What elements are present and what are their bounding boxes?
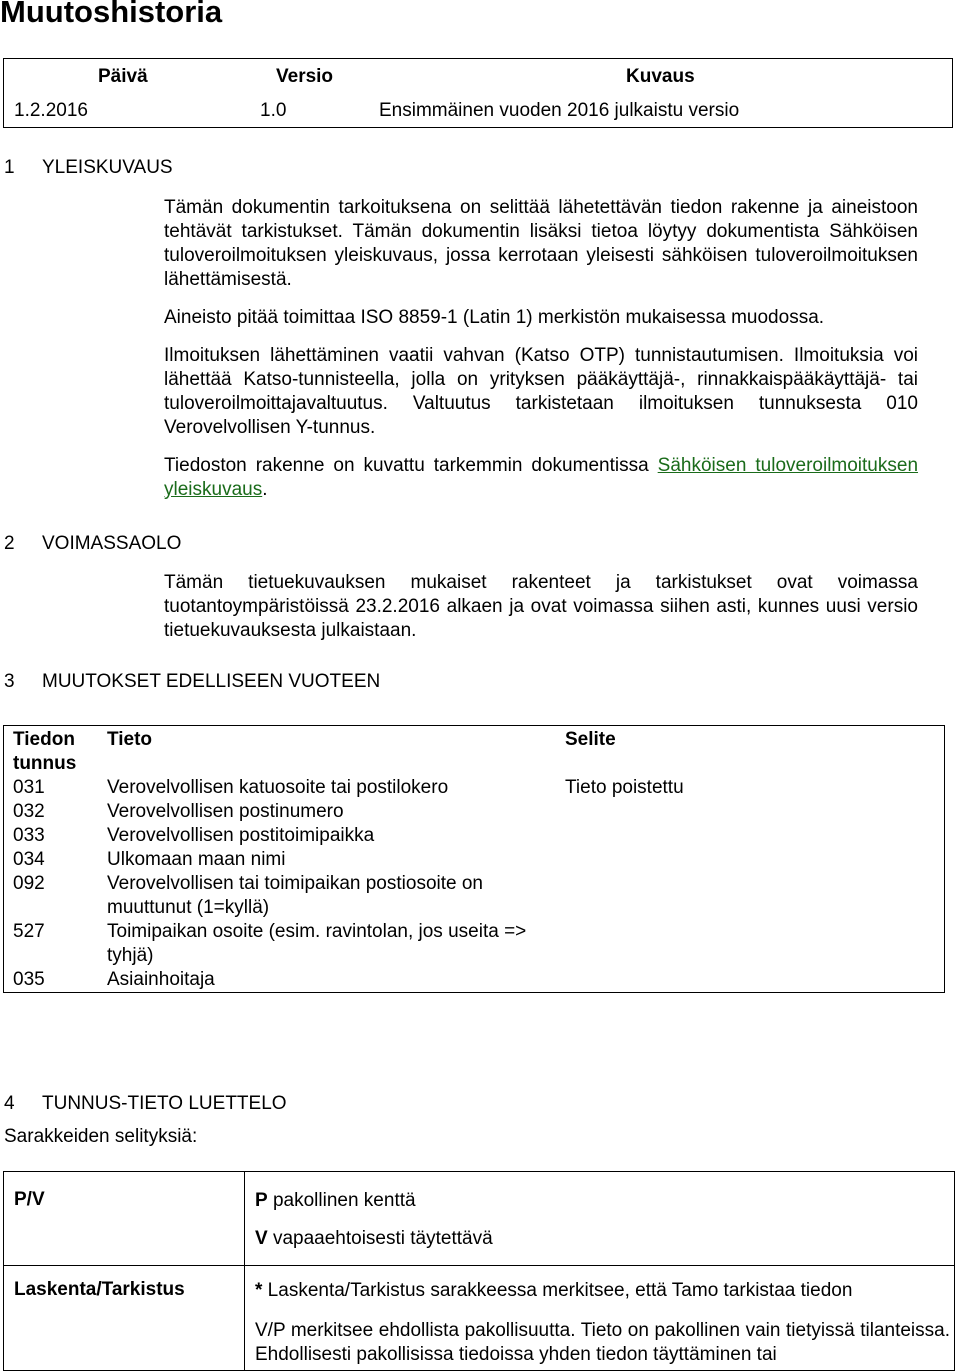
section-title: TUNNUS-TIETO LUETTELO (42, 1093, 287, 1114)
changes-code: 033 (13, 825, 45, 846)
column-divider (244, 1172, 245, 1370)
general-paragraph-4 (164, 454, 918, 502)
section-number: 2 (4, 533, 15, 554)
section-title: VOIMASSAOLO (42, 533, 182, 554)
general-paragraph-1: Tämän dokumentin tarkoituksena on selittää lähetettävän tiedon rakenne ja aineistoon tehtävät tarkistukset. Tämän dokumentin lisäksi tietoa löytyy dokumentista Sähköisen tuloveroilmoituksen yleiskuvaus, jossa kerrotaan yleisesti sähköisen tuloveroilmoituksen lähettämisestä. (164, 197, 918, 290)
legend-text: Laskenta/Tarkistus sarakkeessa merkitsee, että Tamo tarkistaa tiedon (262, 1280, 853, 1301)
changes-code: 034 (13, 849, 45, 870)
changes-field: Verovelvollisen katuosoite tai postilokero (107, 777, 449, 798)
section-title: YLEISKUVAUS (42, 157, 173, 178)
general-paragraph-3: Ilmoituksen lähettäminen vaatii vahvan (Katso OTP) tunnistautumisen. Ilmoituksia voi lähettää Katso-tunnisteella, jolla on yrityksen pääkäyttäjä-, rinnakkaispääkäyttäjä- tai tuloveroilmoittajavaltuutus. Valtuutus tarkistetaan ilmoituksen tunnuksesta 010 Verovelvollisen Y-tunnus. (164, 345, 918, 438)
paragraph-text: Tiedoston rakenne on kuvattu tarkemmin dokumentissa (164, 455, 658, 476)
changes-field: Verovelvollisen tai toimipaikan postiosoite on muuttunut (1=kyllä) (107, 873, 483, 918)
section-number: 1 (4, 157, 15, 178)
changes-code: 527 (13, 921, 45, 942)
general-description (164, 196, 918, 502)
changes-field: Asiainhoitaja (107, 969, 215, 990)
legend-key-pv: P/V (14, 1189, 45, 1210)
row-divider (4, 1265, 954, 1266)
changes-field: Ulkomaan maan nimi (107, 849, 286, 870)
history-cell-description: Ensimmäinen vuoden 2016 julkaistu versio (379, 100, 740, 121)
changes-header-note: Selite (565, 729, 616, 750)
changes-code: 035 (13, 969, 45, 990)
document-link[interactable]: Sähköisen tuloveroilmoituksen yleiskuvaus (164, 455, 919, 500)
page-title: Muutoshistoria (0, 0, 223, 29)
section-number: 3 (4, 671, 15, 692)
changes-header-code: Tiedon tunnus (13, 729, 77, 774)
validity-paragraph: Tämän tietuekuvauksen mukaiset rakenteet ja tarkistukset ovat voimassa tuotantoympäristöissä 23.2.2016 alkaen ja ovat voimassa siihen asti, kunnes uusi versio tietuekuvauksesta julkaistaan. (164, 572, 918, 641)
legend-pv-optional (255, 1227, 950, 1251)
changes-note: Tieto poistettu (565, 777, 684, 798)
legend-conditional-text: V/P merkitsee ehdollista pakollisuutta. Tieto on pakollinen vain tietyissä tilanteissa. Ehdollisesti pakollisissa tiedoissa yhden tiedon täyttäminen tai (255, 1320, 950, 1365)
changes-code: 031 (13, 777, 45, 798)
legend-code: P (255, 1190, 268, 1211)
validity-description (164, 571, 918, 643)
legend-code: * (255, 1280, 263, 1301)
column-legend-table (3, 1171, 955, 1371)
change-history-table (3, 58, 953, 128)
legend-code: V (255, 1228, 268, 1249)
history-header-description: Kuvaus (626, 66, 695, 87)
section-subtitle: Sarakkeiden selityksiä: (4, 1126, 198, 1147)
changes-field: Verovelvollisen postinumero (107, 801, 344, 822)
changes-code: 032 (13, 801, 45, 822)
legend-text: pakollinen kenttä (267, 1190, 416, 1211)
changes-field: Toimipaikan osoite (esim. ravintolan, jos useita => tyhjä) (107, 921, 527, 966)
legend-calculation-text (255, 1279, 950, 1303)
changes-field: Verovelvollisen postitoimipaikka (107, 825, 375, 846)
history-header-date: Päivä (98, 66, 148, 87)
paragraph-text: . (262, 479, 268, 500)
legend-pv-mandatory (255, 1189, 950, 1213)
history-header-version: Versio (276, 66, 334, 87)
changes-header-field: Tieto (107, 729, 153, 750)
history-cell-version: 1.0 (260, 100, 287, 121)
changes-table (3, 725, 945, 993)
legend-key-calculation: Laskenta/Tarkistus (14, 1279, 185, 1300)
general-paragraph-2: Aineisto pitää toimittaa ISO 8859-1 (Latin 1) merkistön mukaisessa muodossa. (164, 307, 825, 328)
section-number: 4 (4, 1093, 15, 1114)
changes-code: 092 (13, 873, 45, 894)
section-title: MUUTOKSET EDELLISEEN VUOTEEN (42, 671, 381, 692)
legend-text: vapaaehtoisesti täytettävä (267, 1228, 493, 1249)
history-cell-date: 1.2.2016 (14, 100, 88, 121)
